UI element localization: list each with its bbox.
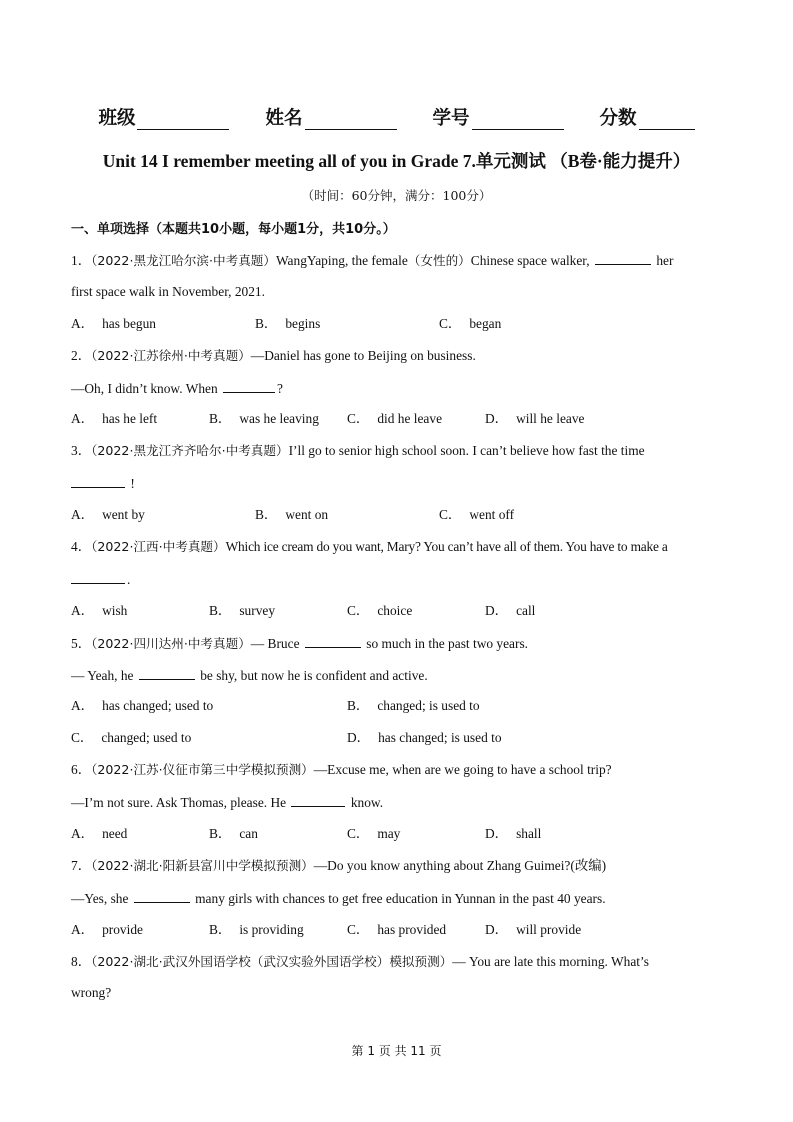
question-number: 7． [71, 857, 92, 873]
question-4-line-2 [71, 569, 721, 601]
exam-subtitle: （时间：60分钟，满分：100分） [301, 188, 492, 203]
question-5-options-ab [71, 696, 721, 728]
option-b[interactable]: B． can [209, 826, 258, 842]
question-3-options [71, 505, 721, 537]
option-b[interactable]: B． went on [255, 507, 329, 523]
question-text: — You are late this morning. What’s [452, 953, 649, 969]
option-c[interactable]: C． did he leave [347, 411, 443, 427]
question-text: — Yeah, he [71, 667, 134, 683]
question-text: —Do you know anything about Zhang Guimei?(改编) [313, 857, 607, 873]
question-6-options [71, 824, 721, 856]
question-text: —Yes, she [71, 890, 129, 906]
question-number: 5． [71, 635, 92, 651]
answer-blank[interactable] [71, 569, 125, 584]
question-8-line-2 [71, 983, 721, 1015]
question-source: （2022·湖北·武汉外国语学校（武汉实验外国语学校）模拟预测） [91, 953, 453, 969]
question-text: her [656, 253, 674, 268]
name-field [265, 104, 396, 130]
score-label: 分数 [599, 108, 637, 129]
name-label: 姓名 [265, 108, 303, 129]
question-source: （2022·黑龙江齐齐哈尔·中考真题） [91, 443, 289, 459]
question-number: 3． [71, 443, 92, 459]
option-a[interactable]: A． wish [71, 602, 128, 618]
question-text: —Daniel has gone to Beijing on business. [250, 347, 476, 363]
option-d[interactable]: D． call [485, 602, 536, 618]
question-text: . [127, 571, 131, 587]
option-a[interactable]: A． has he left [71, 411, 158, 427]
question-text: know. [350, 795, 384, 811]
question-5-options-cd [71, 728, 721, 760]
question-text: — Bruce [250, 635, 300, 651]
question-number: 6． [71, 762, 92, 778]
option-c[interactable]: C． changed; used to [71, 730, 192, 746]
question-7-line-2 [71, 888, 721, 920]
option-d[interactable]: D． has changed; is used to [347, 730, 502, 746]
name-blank[interactable] [305, 111, 397, 130]
question-source: （2022·江西·中考真题） [91, 539, 226, 555]
question-6-line-1 [71, 760, 721, 792]
class-label: 班级 [98, 108, 136, 129]
question-text: wrong? [71, 985, 112, 1001]
option-b[interactable]: B． survey [209, 602, 276, 618]
question-text: —Excuse me, when are we going to have a school trip? [313, 762, 612, 778]
option-d[interactable]: D． will he leave [485, 411, 585, 427]
question-5-line-2 [71, 665, 721, 697]
question-text: （女性的） [407, 253, 471, 268]
question-source: （2022·湖北·阳新县富川中学模拟预测） [91, 857, 314, 873]
option-c[interactable]: C． went off [439, 507, 515, 523]
question-text: WangYaping, the female [275, 253, 408, 268]
option-c[interactable]: C． has provided [347, 921, 447, 937]
option-a[interactable]: A． has changed; used to [71, 698, 214, 714]
question-text: many girls with chances to get free education in Yunnan in the past 40 years. [195, 890, 606, 906]
class-field [98, 104, 229, 130]
answer-blank[interactable] [305, 633, 361, 648]
option-b[interactable]: B． begins [255, 315, 321, 331]
answer-blank[interactable] [71, 473, 125, 488]
page-footer: 第 1 页 共 11 页 [351, 1044, 442, 1058]
question-number: 4． [71, 539, 92, 555]
student-id-field [433, 104, 564, 130]
question-text: —I’m not sure. Ask Thomas, please. He [71, 795, 287, 811]
question-number: 1． [71, 253, 92, 268]
question-3-line-1 [71, 441, 721, 473]
question-6-line-2 [71, 792, 721, 824]
answer-blank[interactable] [595, 250, 651, 265]
question-text: Chinese space walker, [470, 253, 590, 268]
answer-blank[interactable] [223, 378, 275, 393]
class-blank[interactable] [137, 111, 229, 130]
question-2-line-1 [71, 346, 721, 378]
exam-title: Unit 14 I remember meeting all of you in Grade 7.单元测试 （B卷·能力提升） [102, 151, 691, 171]
question-5-line-1 [71, 633, 721, 665]
question-number: 8． [71, 953, 92, 969]
question-4-line-1 [71, 537, 721, 569]
score-field [600, 104, 695, 130]
option-a[interactable]: A． provide [71, 921, 143, 937]
question-2-options [71, 409, 721, 441]
option-a[interactable]: A． has begun [71, 315, 156, 331]
question-text: first space walk in November, 2021. [71, 283, 265, 299]
question-8-line-1 [71, 952, 721, 984]
section-heading: 一、单项选择（本题共10小题，每小题1分，共10分。） [71, 222, 396, 237]
question-text: I’ll go to senior high school soon. I can’t believe how fast the time [288, 443, 645, 459]
score-blank[interactable] [639, 111, 695, 130]
question-source: （2022·黑龙江哈尔滨·中考真题） [91, 253, 276, 268]
question-7-line-1 [71, 856, 721, 888]
question-text: ! [130, 476, 135, 492]
option-d[interactable]: D． shall [485, 826, 542, 842]
question-list [71, 250, 721, 1015]
option-a[interactable]: A． went by [71, 507, 145, 523]
question-text: so much in the past two years. [366, 635, 529, 651]
answer-blank[interactable] [139, 665, 195, 680]
option-a[interactable]: A． need [71, 826, 128, 842]
question-1-line-1 [71, 250, 721, 282]
question-text: ? [277, 380, 283, 396]
question-7-options [71, 920, 721, 952]
student-id-blank[interactable] [472, 111, 564, 130]
question-source: （2022·江苏·仪征市第三中学模拟预测） [91, 762, 314, 778]
question-1-options [71, 314, 721, 346]
question-text: —Oh, I didn’t know. When [71, 380, 218, 396]
question-3-line-2 [71, 473, 721, 505]
option-c[interactable]: C． choice [347, 602, 413, 618]
option-b[interactable]: B． is providing [209, 921, 304, 937]
question-1-line-2 [71, 282, 721, 314]
option-b[interactable]: B． changed; is used to [347, 698, 480, 714]
option-b[interactable]: B． was he leaving [209, 411, 319, 427]
option-c[interactable]: C． began [439, 315, 502, 331]
question-number: 2． [71, 347, 92, 363]
question-source: （2022·四川达州·中考真题） [91, 635, 251, 651]
option-c[interactable]: C． may [347, 826, 401, 842]
question-4-options [71, 601, 721, 633]
question-source: （2022·江苏徐州·中考真题） [91, 347, 251, 363]
answer-blank[interactable] [134, 888, 190, 903]
student-id-label: 学号 [432, 108, 470, 129]
student-info-row [0, 104, 793, 130]
question-2-line-2 [71, 378, 721, 410]
option-d[interactable]: D． will provide [485, 921, 582, 937]
question-text: Which ice cream do you want, Mary? You can’t have all of them. You have to make a [225, 539, 668, 555]
question-text: be shy, but now he is confident and active. [200, 667, 428, 683]
answer-blank[interactable] [291, 792, 345, 807]
